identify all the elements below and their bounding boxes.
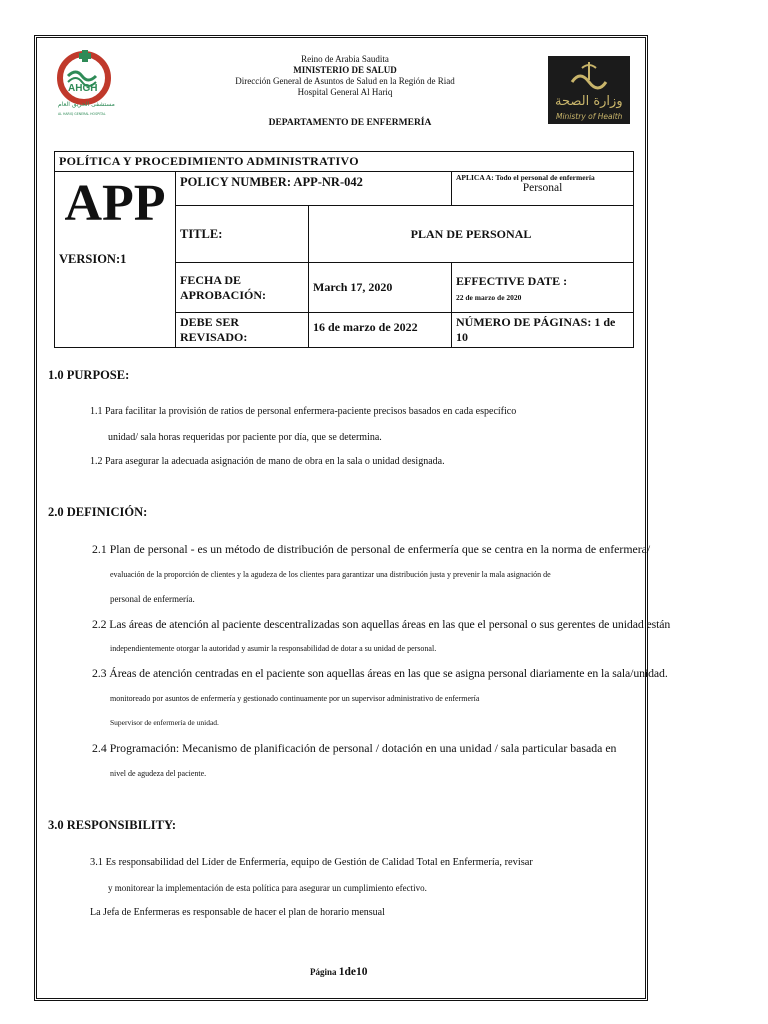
definition-item-3-line-3: Supervisor de enfermería de unidad. [110, 718, 219, 727]
hospital-logo-arabic: مستشفى الحريق العام [58, 101, 115, 108]
purpose-item-2: 1.2 Para asegurar la adecuada asignación de mano de obra en la sala o unidad designada. [90, 456, 445, 467]
responsibility-heading: 3.0 RESPONSIBILITY: [48, 818, 177, 832]
definition-heading: 2.0 DEFINICIÓN: [48, 505, 148, 519]
policy-table-header: POLÍTICA Y PROCEDIMIENTO ADMINISTRATIVO [55, 152, 634, 172]
ministry-name: MINISTERIO DE SALUD [293, 65, 397, 75]
definition-item-3-line-1: 2.3 Áreas de atención centradas en el paciente son aquellas áreas en las que se asigna personal diariamente en la sala/unidad. [92, 666, 668, 680]
review-value: 16 de marzo de 2022 [309, 313, 452, 348]
title-label: TITLE: [176, 206, 309, 263]
definition-item-4-line-2: nivel de agudeza del paciente. [110, 769, 207, 778]
page-of-label: de [344, 966, 357, 978]
effective-cell [452, 263, 634, 313]
page-footer [310, 966, 368, 978]
approval-value: March 17, 2020 [309, 263, 452, 313]
page-total: 10 [356, 966, 368, 978]
ministry-logo-arabic: وزارة الصحة [555, 94, 623, 109]
purpose-heading: 1.0 PURPOSE: [48, 368, 130, 382]
hospital-logo-caption: AL HARIQ GENERAL HOSPITAL [58, 112, 106, 116]
ministry-logo-caption: Ministry of Health [556, 112, 623, 121]
policy-number: POLICY NUMBER: APP-NR-042 [176, 172, 452, 206]
purpose-item-1-line-2: unidad/ sala horas requeridas por paciente por día, que se determina. [108, 432, 382, 443]
app-code: APP [64, 175, 166, 232]
title-value: PLAN DE PERSONAL [309, 206, 634, 263]
purpose-item-1-line-1: 1.1 Para facilitar la provisión de ratios de personal enfermera-paciente precisos basados en cada específico [90, 406, 517, 417]
applies-to-value: Personal [522, 182, 563, 194]
page-label: Página [310, 967, 337, 977]
directorate-name: Dirección General de Asuntos de Salud en la Región de Riad [235, 76, 455, 86]
definition-item-1-line-3: personal de enfermería. [110, 594, 195, 604]
responsibility-item-1-line-1: 3.1 Es responsabilidad del Líder de Enfermería, equipo de Gestión de Calidad Total en Enfermería, revisar [90, 857, 533, 868]
pages-count: NÚMERO DE PÁGINAS: 1 de 10 [452, 313, 634, 348]
responsibility-item-2: La Jefa de Enfermeras es responsable de hacer el plan de horario mensual [90, 907, 385, 918]
effective-label: EFFECTIVE DATE : [456, 273, 568, 288]
policy-info-table [54, 151, 634, 348]
hospital-name: Hospital General Al Hariq [297, 87, 393, 97]
version-label: VERSION:1 [59, 252, 127, 266]
approval-label: FECHA DE APROBACIÓN: [176, 263, 309, 313]
effective-value: 22 de marzo de 2020 [456, 292, 522, 302]
definition-item-1-line-1: 2.1 Plan de personal - es un método de distribución de personal de enfermería que se centra en la norma de enfermera/ [92, 542, 651, 556]
definition-item-1-line-2: evaluación de la proporción de clientes y la agudeza de los clientes para garantizar una distribución justa y prevenir la mala asignación de [110, 570, 551, 579]
responsibility-item-1-line-2: y monitorear la implementación de esta política para asegurar un cumplimiento efectivo. [108, 883, 427, 893]
applies-to-label: APLICA A: Todo el personal de enfermería [456, 173, 595, 182]
app-cell [55, 172, 176, 348]
review-label: DEBE SER REVISADO: [176, 313, 309, 348]
definition-item-4-line-1: 2.4 Programación: Mecanismo de planificación de personal / dotación en una unidad / sala particular basada en [92, 741, 617, 755]
country-name: Reino de Arabia Saudita [301, 54, 389, 64]
definition-item-3-line-2: monitoreado por asuntos de enfermería y gestionado continuamente por un supervisor administrativo de enfermería [110, 694, 480, 703]
definition-item-2-line-2: independientemente otorgar la autoridad y asumir la responsabilidad de dotar a su unidad de personal. [110, 644, 437, 653]
document-header [200, 54, 490, 98]
hospital-logo-text: AHGH [68, 83, 98, 94]
applies-to-cell [452, 172, 634, 206]
page-number: 1 [338, 966, 345, 978]
definition-item-2-line-1: 2.2 Las áreas de atención al paciente descentralizadas son aquellas áreas en las que el personal o sus gerentes de unidad están [92, 617, 671, 631]
department-name: DEPARTAMENTO DE ENFERMERÍA [268, 118, 432, 128]
